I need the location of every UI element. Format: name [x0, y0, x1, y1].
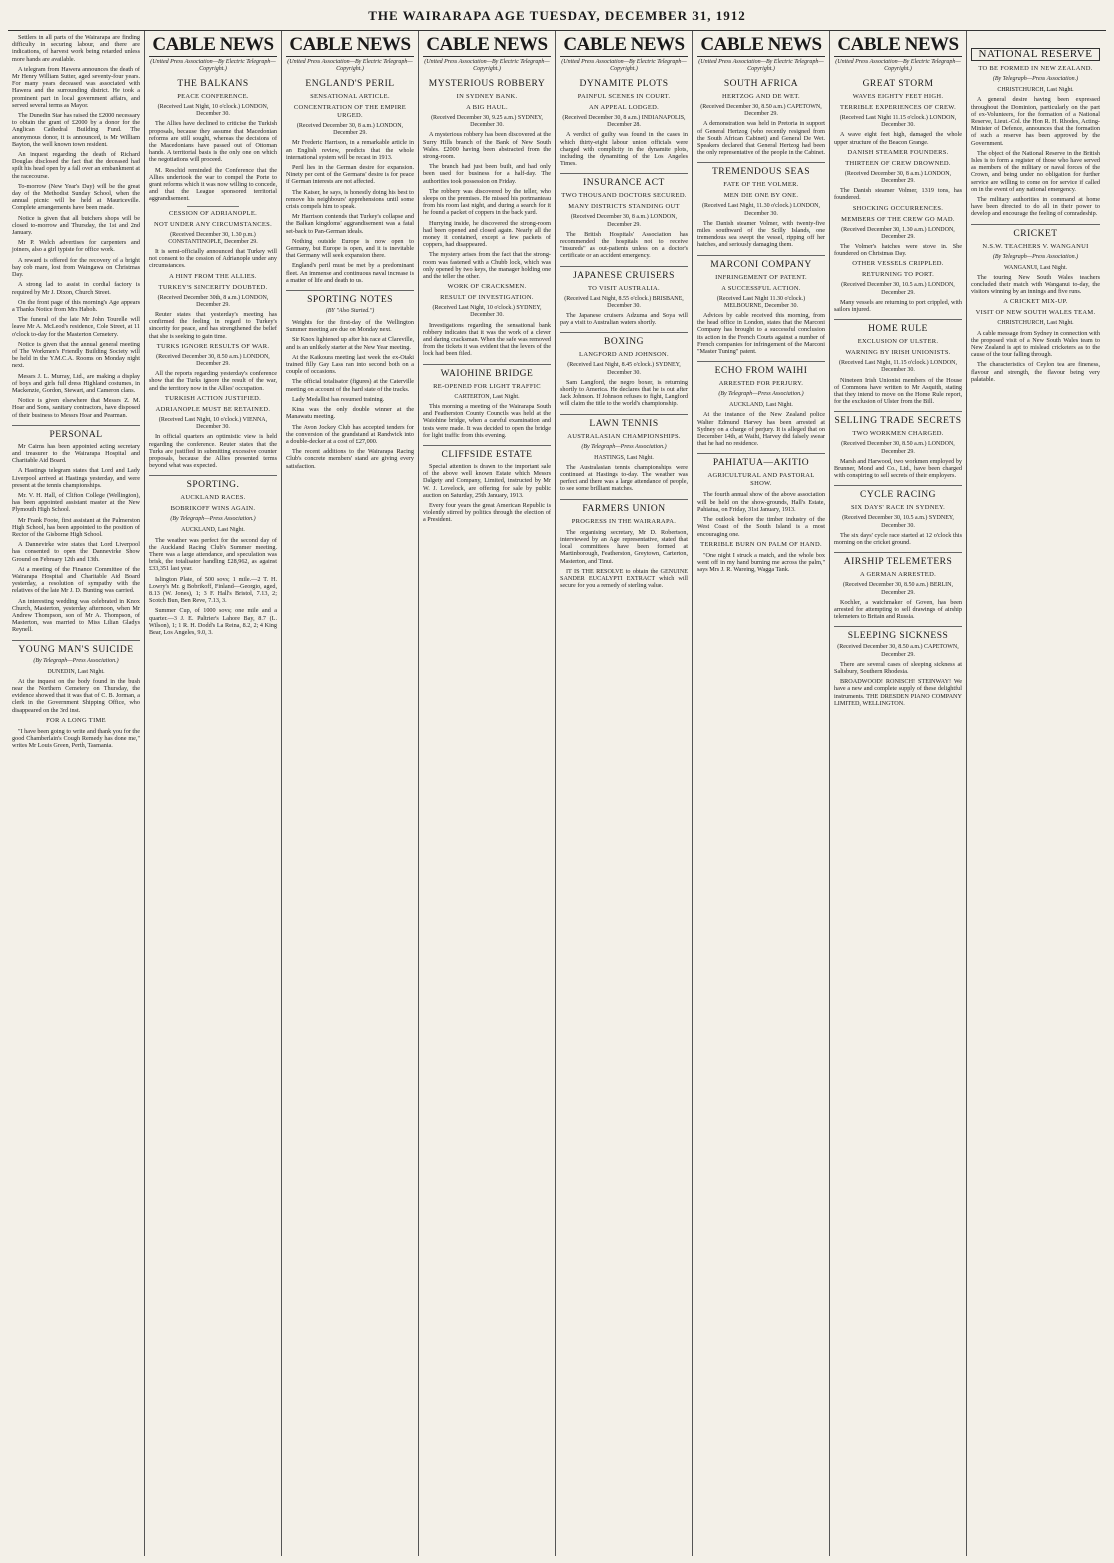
headline: CLIFFSIDE ESTATE [423, 445, 551, 461]
headline: GREAT STORM [862, 79, 934, 89]
subheading: OTHER VESSELS CRIPPLED. [852, 260, 944, 268]
paragraph: The Australasian tennis championships were continued at Hastings to-day. The weather was perfect and there was a large attendance of people, to see some brilliant matches. [560, 463, 688, 493]
cable-news-banner: CABLE NEWS [560, 34, 688, 57]
cable-news-banner: CABLE NEWS [286, 34, 414, 57]
paragraph: Messrs J. L. Murray, Ltd., are making a display of boys and girls full dress Highland costumes, in Mackenzie, Gordon, Stewart, and Cameron clans. [12, 372, 140, 394]
headline: THE BALKANS [177, 79, 249, 89]
credit-line: (By Telegraph—Press Association.) [170, 516, 256, 523]
subheading: RESULT OF INVESTIGATION. [440, 294, 534, 302]
paragraph: Peril lies in the German desire for expansion. Ninety per cent of the Germans' desire is for peace if German interests are not affected. [286, 164, 414, 186]
paragraph: A mysterious robbery has been discovered at the Surry Hills branch of the Bank of New South Wales. £2000 having been abstracted from the strong-room. [423, 131, 551, 161]
headline: SPORTING. [149, 475, 277, 491]
paragraph: Kina was the only double winner at the Manawatu meeting. [286, 406, 414, 421]
dateline: (Received December 30, 8.50 a.m.) CAPETOWN, December 29. [837, 644, 959, 658]
headline: FARMERS UNION [560, 499, 688, 515]
paragraph: The recent additions to the Wairarapa Racing Club's concrete members' stand are giving every satisfaction. [286, 448, 414, 470]
paragraph: Mr Frank Foote, first assistant at the Palmerston High School, has been appointed to the position of Rector of the Gisborne High School. [12, 516, 140, 538]
dateline: WANGANUI, Last Night. [1004, 264, 1067, 271]
headline: JAPANESE CRUISERS [560, 266, 688, 282]
credit-line: (By Telegraph—Press Association.) [992, 253, 1079, 260]
subheading: AUCKLAND RACES. [180, 494, 246, 502]
headline: HOME RULE [834, 319, 962, 335]
paragraph: A general desire having been expressed throughout the Dominion, particularly on the part of ex-Volunteers, for the formation of a National Reserve, Lieut.-Col. the Hon R. H. Rhodes, Acting-Minister of Defence, announces that the formation of such a reserve has been approved by the Government. [971, 96, 1100, 147]
dateline: AUCKLAND, Last Night. [181, 527, 245, 534]
subheading: N.S.W. TEACHERS V. WANGANUI [982, 242, 1089, 250]
column-south-africa [693, 31, 830, 1556]
subheading: CESSION OF ADRIANOPLE. [168, 209, 258, 217]
subheading: A CRICKET MIX-UP. [1003, 298, 1068, 306]
subheading: EXCLUSION OF ULSTER. [857, 338, 939, 346]
paragraph: At a meeting of the Finance Committee of the Wairarapa Hospital and Charitable Aid Board yesterday, a resolution of sympathy with the relatives of the late Mr J. D. Bunting was carried. [12, 565, 140, 595]
paragraph: The weather was perfect for the second day of the Auckland Racing Club's Summer meeting. There was a large attendance, and speculation was brisk, the totalisator handling £28,962, as against £33,351 last year. [149, 536, 277, 573]
paragraph: The Avon Jockey Club has accepted tenders for the conversion of the grandstand at Randwick into a double-decker at a cost of £27,000. [286, 423, 414, 445]
headline: NATIONAL RESERVE [971, 48, 1100, 61]
paragraph: At the instance of the New Zealand police Walter Edmund Harvey has been arrested at Sydney on a charge of perjury. It is alleged that on December 14th, at Waihi, Harvey did falsely swear that he had no residence. [697, 411, 825, 448]
paragraph: The Dunedin Star has raised the £2000 necessary to obtain the grant of £2000 by a donor for the Anglican Cathedral Building Fund. The anonymous donor, it is announced, is Mr William Bayton, the well known town resident. [12, 112, 140, 148]
subheading: SENSATIONAL ARTICLE. [310, 93, 390, 100]
paragraph: The organising secretary, Mr D. Robertson, interviewed by an Age representative, stated that local committees have been formed at Martinborough, Featherston, Greytown, Carterton, Masterton, and Tinui. [560, 528, 688, 565]
paragraph: The Allies have declined to criticise the Turkish proposals, because they assume that Macedonian reforms are still sought, whereas the decisions of the Macedonians have passed out of Ottoman hands. A territorial basis is the only one on which the negotiations will proceed. [149, 120, 277, 164]
headline: LAWN TENNIS [560, 414, 688, 430]
paragraph: Reuter states that yesterday's meeting has confirmed the feeling in regard to Turkey's sincerity for peace, and has strengthened the belief that she is seeking to gain time. [149, 311, 277, 340]
dateline: (Received Last Night, 11.30 o'clock.) LONDON, December 30. [702, 203, 820, 217]
subheading: DANISH STEAMER FOUNDERS. [847, 148, 949, 156]
column-robbery [419, 31, 556, 1556]
subheading: PEACE CONFERENCE. [177, 93, 249, 100]
paragraph: An inquest regarding the death of Richard Douglas disclosed the fact that the deceased had spilt his head open by a fall over an embankment at the racecourse. [12, 151, 140, 180]
credit-line: (By Telegraph—Press Association.) [992, 76, 1079, 83]
dateline: (Received Last Night, 8.45 o'clock.) SYDNEY, December 30. [567, 362, 681, 376]
column-great-storm [830, 31, 967, 1556]
paragraph: To-morrow (New Year's Day) will be the great day of the Methodist Sunday School, when the annual picnic will be held at Mauriceville. Complete arrangements have been made. [12, 182, 140, 212]
dateline: (Received December 30, 8 a.m.) LONDON, December 29. [296, 123, 404, 137]
paragraph: All the reports regarding yesterday's conference show that the Turks ignore the result of the war, and the territory now in the Allies' occupation. [149, 370, 277, 392]
credit-line: (United Press Association—By Electric Telegraph—Copyright.) [424, 59, 550, 72]
paragraph: Notice is given elsewhere that Messrs Z. M. Hoar and Sons, sanitary contractors, have disposed of their business to Messrs Hoar and Pearman. [12, 397, 140, 419]
paragraph: IT IS THE RESOLVE to obtain the GENUINE SANDER EUCALYPTI EXTRACT which will secure for you a remedy of sterling value. [560, 567, 688, 590]
subheading: TWO WORKMEN CHARGED. [852, 430, 944, 438]
paragraph: M. Reschid reminded the Conference that the Allies undertook the war to compel the Porte to grant reforms which it was now willing to concede, and that the League sponsored territorial aggrandisement. [149, 166, 277, 203]
subheading: AN APPEAL LODGED. [588, 104, 660, 111]
paragraph: Mr Frederic Harrison, in a remarkable article in an English review, predicts that the whole international system will be recast in 1913. [286, 139, 414, 161]
subheading: A GERMAN ARRESTED. [859, 571, 936, 579]
subheading: WORK OF CRACKSMEN. [447, 283, 527, 291]
headline: PAHIATUA—AKITIO [697, 453, 825, 469]
paragraph: The Kaiser, he says, is honestly doing his best to remove his neighbours' apprehensions until some crisis compels him to speak. [286, 188, 414, 211]
dateline: (Received December 30, 8.50 a.m.) LONDON, December 29. [841, 441, 955, 455]
paragraph: A demonstration was held in Pretoria in support of General Hertzog (who recently resigned from the South African Cabinet) and General De Wet. Speakers declared that General Hertzog had been the only representative of the people in the Cabinet. [697, 120, 826, 157]
paragraph: The military authorities in command at home have been directed to do all in their power to develop and encourage the feeling of comradeship. [971, 196, 1100, 218]
paragraph: The characteristics of Ceylon tea are fineness, flavour and strength, the flavour being very palatable. [971, 361, 1100, 383]
headline: SELLING TRADE SECRETS [834, 411, 962, 427]
dateline: (Received Last Night, 10 o'clock.) VIENNA, December 30. [158, 416, 268, 431]
paragraph: The British Hospitals' Association has recommended the hospitals not to receive "insureds" as out-patients unless on a doctor's certificate or an accident emergency. [560, 230, 688, 260]
credit-line: (BY "Also Started.") [325, 308, 375, 315]
paragraph: Settlers in all parts of the Wairarapa are finding difficulty in securing labour, and there are indications, of harvest work being retarded unless more hands are available. [12, 34, 140, 63]
subheading: SHOCKING OCCURRENCES. [852, 204, 944, 212]
credit-line: (United Press Association—By Electric Telegraph—Copyright.) [287, 59, 413, 72]
paragraph: Islington Plate, of 500 sovs; 1 mile.—2 T. H. Lowry's Mr. g Bobrikoff, Finland—Georgio, aged, 8.13 (W. Jones), 1; 3 F. Hall's Bristol, 7.13, 2; Scotch Bun, Ben Reve, 7.13, 3. [149, 575, 277, 605]
subheading: WARNING BY IRISH UNIONISTS. [845, 349, 951, 357]
paragraph: Summer Cup, of 1000 sovs; one mile and a quarter.—3 J. E. Paltrier's Lahore Bay, 8.7 (L. Wilson), 1; 1 R. H. Dodd's La Reina, 8.2, 2; 4 King Bear, Los Angeles, 9.0, 3. [149, 607, 277, 636]
subheading: A SUCCESSFUL ACTION. [721, 284, 801, 292]
paragraph: Investigations regarding the sensational bank robbery indicates that it was the work of a clever and daring cracksman. When the safe was removed from the tickets it was evident that the levers of the lock had been filed. [423, 321, 551, 358]
headline: MYSTERIOUS ROBBERY [428, 79, 546, 89]
column-englands-peril [282, 31, 419, 1556]
paragraph: The mystery arises from the fact that the strong-room was fastened with a Chubb lock, which was only opened by two keys, the manager holding one and the teller the other. [423, 251, 551, 281]
paragraph: Mr Harrison contends that Turkey's collapse and the Balkan kingdoms' aggrandisement was a fatal set-back to Pan-German ideals. [286, 213, 414, 235]
subheading: SIX DAYS' RACE IN SYDNEY. [850, 504, 946, 512]
paragraph: Sir Knox lightened up after his race at Clareville, and is an unlikely starter at the New Year meeting. [286, 336, 414, 351]
headline: TREMENDOUS SEAS [697, 162, 825, 178]
cable-news-banner: CABLE NEWS [149, 34, 277, 57]
dateline: HASTINGS, Last Night. [594, 454, 654, 461]
headline: WAIOHINE BRIDGE [423, 364, 551, 380]
column-national-reserve [967, 31, 1104, 1556]
subheading: TURKEY'S SINCERITY DOUBTED. [158, 283, 268, 291]
paragraph: This morning a meeting of the Wairarapa South and Featherston County Councils was held at the Waiohine bridge, when a careful examination and tests were made. It was decided to open the bridge for light traffic from this evening. [423, 402, 551, 439]
subheading: FATE OF THE VOLMER. [723, 181, 799, 189]
dateline: (Received December 30, 8 a.m.) INDIANAPOLIS, December 28. [562, 115, 686, 129]
paragraph: Many vessels are returning to port crippled, with sailors injured. [834, 298, 962, 314]
subheading: TO BE FORMED IN NEW ZEALAND. [978, 65, 1093, 73]
subheading: TURKS IGNORE RESULTS OF WAR. [156, 342, 270, 350]
paragraph: A wave eight feet high, damaged the whole upper structure of the Beacon Grange. [834, 131, 962, 146]
subheading: ADRIANOPLE MUST BE RETAINED. [155, 405, 271, 413]
dateline: (Received December 30, 1.30 a.m.) LONDON, December 29. [841, 226, 955, 240]
paragraph: The fourth annual show of the above association will be held on the show-grounds, Hall's Estate, Pahiatua, on Friday, 31st January, 1913. [697, 491, 825, 513]
column-balkans [145, 31, 282, 1556]
dateline: (Received December 30, 9.25 a.m.) SYDNEY, December 30. [431, 115, 543, 129]
paragraph: "I have been going to write and thank you for the good Chamberlain's Cough Remedy has done me," writes Mr Louis Green, Perth, Tasmania. [12, 727, 140, 750]
paragraph: In official quarters an optimistic view is held regarding the conference. Reuter states that the Turks are justified in submitting excessive counter proposals, because the Allies presented terms beyond what was expected. [149, 433, 277, 470]
dateline: AUCKLAND, Last Night. [729, 402, 793, 409]
paragraph: The Danish steamer Volmer, with twenty-five miles southward of the Scilly Islands, one tremendous sea swept the vessel, ripping off her hatches, and seriously damaging them. [697, 219, 825, 249]
advertisement: BROADWOOD! RONISCH! STEINWAY! We have a new and complete supply of these delightful instruments. THE DRESDEN PIANO COMPANY LIMITED, WELLINGTON. [834, 678, 962, 707]
credit-line: (By Telegraph—Press Association.) [718, 391, 804, 398]
headline: CRICKET [971, 224, 1100, 240]
subheading: FOR A LONG TIME [46, 716, 106, 724]
dateline: (Received December 30, 10.5 a.m.) LONDON, December 29. [841, 282, 955, 296]
dateline: (Received Last Night 11.30 o'clock.) MELBOURNE, December 30. [716, 295, 806, 309]
paragraph: On the front page of this morning's Age appears a Thanks Notice from Mrs Haboh. [12, 298, 140, 313]
paragraph: Mr. V. H. Hall, of Clifton College (Wellington), has been appointed assistant master at the New Plymouth High School. [12, 491, 140, 514]
dateline: (Received Last Night, 10 o'clock.) LONDON, December 30. [157, 104, 269, 118]
credit-line: (United Press Association—By Electric Telegraph—Copyright.) [698, 59, 824, 72]
dateline: (Received December 30, 8 a.m.) LONDON, December 29. [570, 214, 678, 228]
cable-news-banner: CABLE NEWS [423, 34, 551, 57]
paragraph: Notice is given that the annual general meeting of The Workmen's Friendly Building Society will be held in the Y.M.C.A. Rooms on Monday night next. [12, 340, 140, 370]
subheading: ARRESTED FOR PERJURY. [718, 380, 804, 388]
subheading: A BIG HAUL. [466, 104, 508, 111]
paragraph: Lady Medallist has resumed training. [292, 395, 385, 403]
subheading: TERRIBLE BURN ON PALM OF HAND. [700, 540, 822, 548]
subheading: RETURNING TO PORT. [862, 271, 934, 279]
paragraph: Nothing outside Europe is now open to Germany, but Europe is open, and it is inevitable that Germany will seek expansion there. [286, 237, 414, 260]
headline: ENGLAND'S PERIL [305, 79, 395, 89]
divider [187, 206, 238, 207]
dateline: CHRISTCHURCH, Last Night. [997, 87, 1074, 94]
subheading: TO VISIT AUSTRALIA. [588, 284, 660, 292]
subheading: IN SYDNEY BANK. [456, 93, 518, 100]
dateline: (Received Last Night, 8.55 o'clock.) BRISBANE, December 30. [564, 295, 684, 309]
paragraph: The Japanese cruisers Adzuma and Soya will pay a visit to Australian waters shortly. [560, 312, 688, 327]
paragraph: Sam Langford, the negro boxer, is returning shortly to America. He declares that he is out after Jack Johnson. If Johnson refuses to fight, Langford will claim the title to the world's championship. [560, 378, 688, 408]
dateline: DUNEDIN, Last Night. [47, 668, 105, 675]
subheading: INFRINGEMENT OF PATENT. [715, 273, 807, 281]
paragraph: "One night I struck a match, and the whole box went off in my hand burning me across the palm," says Mrs J. R. Wareing, Wagga Tank. [697, 551, 825, 574]
dateline: (Received December 30, 8 a.m.) LONDON, December 29. [844, 170, 952, 185]
subheading: AGRICULTURAL AND PASTORAL SHOW. [707, 472, 815, 488]
paragraph: The funeral of the late Mr John Tourelle will leave Mr A. McLeod's residence, Cole Street, at 11 o'clock to-day for the Masterton Cemetery. [12, 316, 140, 338]
paragraph: The outlook before the timber industry of the West Coast of the South Island is a most encouraging one. [697, 516, 825, 538]
subheading: CONCENTRATION OF THE EMPIRE URGED. [293, 104, 407, 119]
dateline: (Received December 30, 10.5 a.m.) SYDNEY, December 30. [842, 515, 954, 529]
subheading: HERTZOG AND DE WET. [721, 93, 800, 100]
dateline: CHRISTCHURCH, Last Night. [997, 320, 1074, 327]
headline: INSURANCE ACT [560, 173, 688, 189]
paragraph: England's peril must be met by a predominant fleet. An immense and continuous naval increase is a matter of life and death to us. [286, 262, 414, 284]
headline: ECHO FROM WAIHI [697, 361, 825, 377]
columns [8, 30, 1106, 1556]
paragraph: Hurrying inside, he discovered the strong-room had been opened and closed again. Nearly all the money it contained, except a few packets of coppers, had disappeared. [423, 219, 551, 249]
paragraph: An interesting wedding was celebrated in Knox Church, Masterton, yesterday afternoon, when Mr Andrew Thompson, son of Mr A. Thompson, of Masterton, was married to Miss Lilian Gladys Reynell. [12, 597, 140, 634]
paragraph: It is semi-officially announced that Turkey will not consent to the cession of Adrianople under any circumstances. [149, 248, 277, 270]
paragraph: A telegram from Hawera announces the death of Mr Henry William Sutter, aged seventy-four years. For many years deceased was associated with Hawera and the surrounding district. He took a prominent part in local government affairs, and served several terms as Mayor. [12, 65, 140, 109]
subheading: RE-OPENED FOR LIGHT TRAFFIC [433, 382, 541, 390]
headline: DYNAMITE PLOTS [579, 79, 669, 89]
paragraph: The six days' cycle race started at 12 o'clock this morning on the cricket ground. [834, 531, 962, 547]
subheading: WAVES EIGHTY FEET HIGH. [852, 93, 944, 100]
paragraph: Mr Cairns has been appointed acting secretary and treasurer to the Wairarapa Hospital and Charitable Aid Board. [12, 442, 140, 465]
section-heading-personal: PERSONAL [12, 425, 140, 441]
headline: AIRSHIP TELEMETERS [834, 552, 962, 568]
paragraph: The Volmer's hatches were stove in. She foundered on Christmas Day. [834, 243, 962, 258]
paragraph: A verdict of guilty was found in the cases in which thirty-eight labour union officials were charged with complicity in the dynamite plots, including the dynamiting of the Los Angeles Times. [560, 131, 688, 168]
paragraph: Advices by cable received this morning, from the head office in London, states that the Marconi Company has brought to a successful conclusion its action in the French Courts against a number of French companies for infringement of the Marconi "Master Tuning" patent. [697, 312, 825, 356]
subheading: MEMBERS OF THE CREW GO MAD. [841, 215, 955, 223]
credit-line: (By Telegraph—Press Association.) [33, 657, 119, 664]
subheading: THIRTEEN OF CREW DROWNED. [845, 159, 951, 167]
dateline: (Received December 30, 8.50 a.m.) BERLIN, December 29. [843, 582, 953, 596]
subheading: LANGFORD AND JOHNSON. [579, 351, 669, 359]
masthead: THE WAIRARAPA AGE TUESDAY, DECEMBER 31, 1912 [368, 8, 746, 23]
credit-line: (United Press Association—By Electric Telegraph—Copyright.) [561, 59, 687, 72]
subheading: PAINFUL SCENES IN COURT. [577, 93, 671, 100]
paragraph: Notice is given that all butchers shops will be closed to-morrow and Thursday, the 1st and 2nd January. [12, 214, 140, 237]
headline: SOUTH AFRICA [723, 79, 799, 89]
paragraph: The object of the National Reserve in the British Isles is to form a register of those who have served as members of the military or naval forces of the Crown, and being under no obligation for further service are willing to come on for service if called on in the event of any national emergency. [971, 149, 1100, 193]
subheading: MEN DIE ONE BY ONE. [723, 192, 799, 200]
dateline: (Received December 30th, 8 a.m.) LONDON, December 29. [157, 294, 269, 308]
paragraph: Special attention is drawn to the important sale of the above well known Estate which Messrs Dalgety and Company, Limited, instructed by Mr W. J. Lovelock, are offering for sale by public auction on Saturday, 25th January, 1913. [423, 462, 551, 499]
subheading: AUSTRALASIAN CHAMPIONSHIPS. [567, 432, 681, 440]
headline: SPORTING NOTES [286, 290, 414, 306]
paragraph: A Hastings telegram states that Lord and Lady Liverpool arrived at Hastings yesterday, and were present at the tennis championships. [12, 467, 140, 489]
subheading: TERRIBLE EXPERIENCES OF CREW. [839, 104, 957, 111]
subheading: TWO THOUSAND DOCTORS SECURED. [561, 192, 687, 200]
paragraph: Every four years the great American Republic is violently stirred by politics through the election of a President. [423, 501, 551, 524]
dateline: (Received December 30, 8.50 a.m.) CAPETOWN, December 29. [700, 104, 822, 118]
column-local-news [8, 31, 145, 1556]
paragraph: A cable message from Sydney in connection with the proposed visit of a New South Wales team to New Zealand is apt to mislead cricketers as to the cause of the tour falling through. [971, 329, 1100, 359]
subheading: TURKISH ACTION JUSTIFIED. [164, 394, 262, 402]
paragraph: Nineteen Irish Unionist members of the House of Commons have written to Mr Asquith, stating that they intend to move on the Home Rule report, for the exclusion of Ulster from the Bill. [834, 376, 962, 406]
cable-news-banner: CABLE NEWS [697, 34, 825, 57]
subheading: VISIT OF NEW SOUTH WALES TEAM. [975, 309, 1096, 317]
subheading: PROGRESS IN THE WAIRARAPA. [571, 517, 677, 525]
subheading: NOT UNDER ANY CIRCUMSTANCES. [153, 220, 273, 228]
subheading: BOBRIKOFF WINS AGAIN. [170, 505, 256, 513]
paragraph: Mr P. Welch advertises for carpenters and joiners, also a girl typiste for office work. [12, 239, 140, 254]
subheading: MANY DISTRICTS STANDING OUT [568, 203, 680, 211]
paragraph: Weights for the first-day of the Wellington Summer meeting are due on Monday next. [286, 319, 414, 334]
paragraph: There are several cases of sleeping sickness at Salisbury, Southern Rhodesia. [834, 660, 962, 675]
headline: BOXING [560, 332, 688, 348]
credit-line: (United Press Association—By Electric Telegraph—Copyright.) [150, 59, 276, 72]
paragraph: The robbery was discovered by the teller, who sleeps on the premises. He missed his portmanteau from his room last night, and during a search for it he found a packet of coppers in the back yard. [423, 187, 551, 217]
dateline: (Received Last Night, 10 o'clock.) SYDNEY, December 30. [432, 305, 542, 319]
credit-line: (By Telegraph—Press Association.) [581, 443, 667, 450]
paragraph: The branch had just been built, and had only been used for business for a half-day. The authorities took possession on Friday. [423, 163, 551, 185]
dateline: CARTERTON, Last Night. [454, 393, 520, 400]
headline: SLEEPING SICKNESS [834, 626, 962, 642]
section-heading-suicide: YOUNG MAN'S SUICIDE [12, 640, 140, 656]
paragraph: At the Kaikoura meeting last week the ex-Otaki trained filly Gay Lass ran into second both on a couple of occasions. [286, 353, 414, 376]
column-dynamite [556, 31, 693, 1556]
headline: MARCONI COMPANY [697, 255, 825, 271]
credit-line: (United Press Association—By Electric Telegraph—Copyright.) [835, 59, 961, 72]
paragraph: Kochler, a watchmaker of Goven, has been arrested for attempting to sell drawings of airship telemeters to Britain and Russia. [834, 598, 962, 621]
headline: CYCLE RACING [834, 485, 962, 501]
paragraph: The touring New South Wales teachers concluded their match with Wanganui to-day, the visitors winning by an innings and five runs. [971, 273, 1100, 296]
subheading: A HINT FROM THE ALLIES. [169, 272, 257, 280]
paragraph: Marsh and Harwood, two workmen employed by Brunner, Mond and Co., Ltd., have been charged with conspiring to sell secrets of their employers. [834, 457, 962, 480]
paragraph: A reward is offered for the recovery of a bright bay cob mare, lost from Waingawa on Christmas Day. [12, 256, 140, 279]
paragraph: A strong lad to assist in cordial factory is required by Mr J. Dixon, Church Street. [12, 281, 140, 296]
paragraph: A Dannevirke wire states that Lord Liverpool has consented to open the Dannevirke Show Ground on February 12th and 13th. [12, 541, 140, 563]
cable-news-banner: CABLE NEWS [834, 34, 962, 57]
paragraph: At the inquest on the body found in the bush near the Northern Cemetery on Thursday, the evidence showed that it was that of C. B. Jorman, a clerk in the Government Shipping Office, who disappeared on the 3rd inst. [12, 677, 140, 714]
paragraph: The official totalisator (figures) at the Caterville meeting on account of the hard state of the tracks. [286, 378, 414, 393]
dateline: (Received December 30, 1.30 p.m.) CONSTANTINOPLE, December 29. [168, 231, 258, 245]
paragraph: The Danish steamer Volmer, 1319 tons, has foundered. [834, 187, 962, 202]
dateline: (Received Last Night 11.15 o'clock.) LONDON, December 30. [839, 115, 957, 129]
dateline: (Received December 30, 8.50 a.m.) LONDON, December 29. [156, 353, 270, 368]
dateline: (Received Last Night, 11.15 o'clock.) LONDON, December 30. [839, 360, 957, 374]
